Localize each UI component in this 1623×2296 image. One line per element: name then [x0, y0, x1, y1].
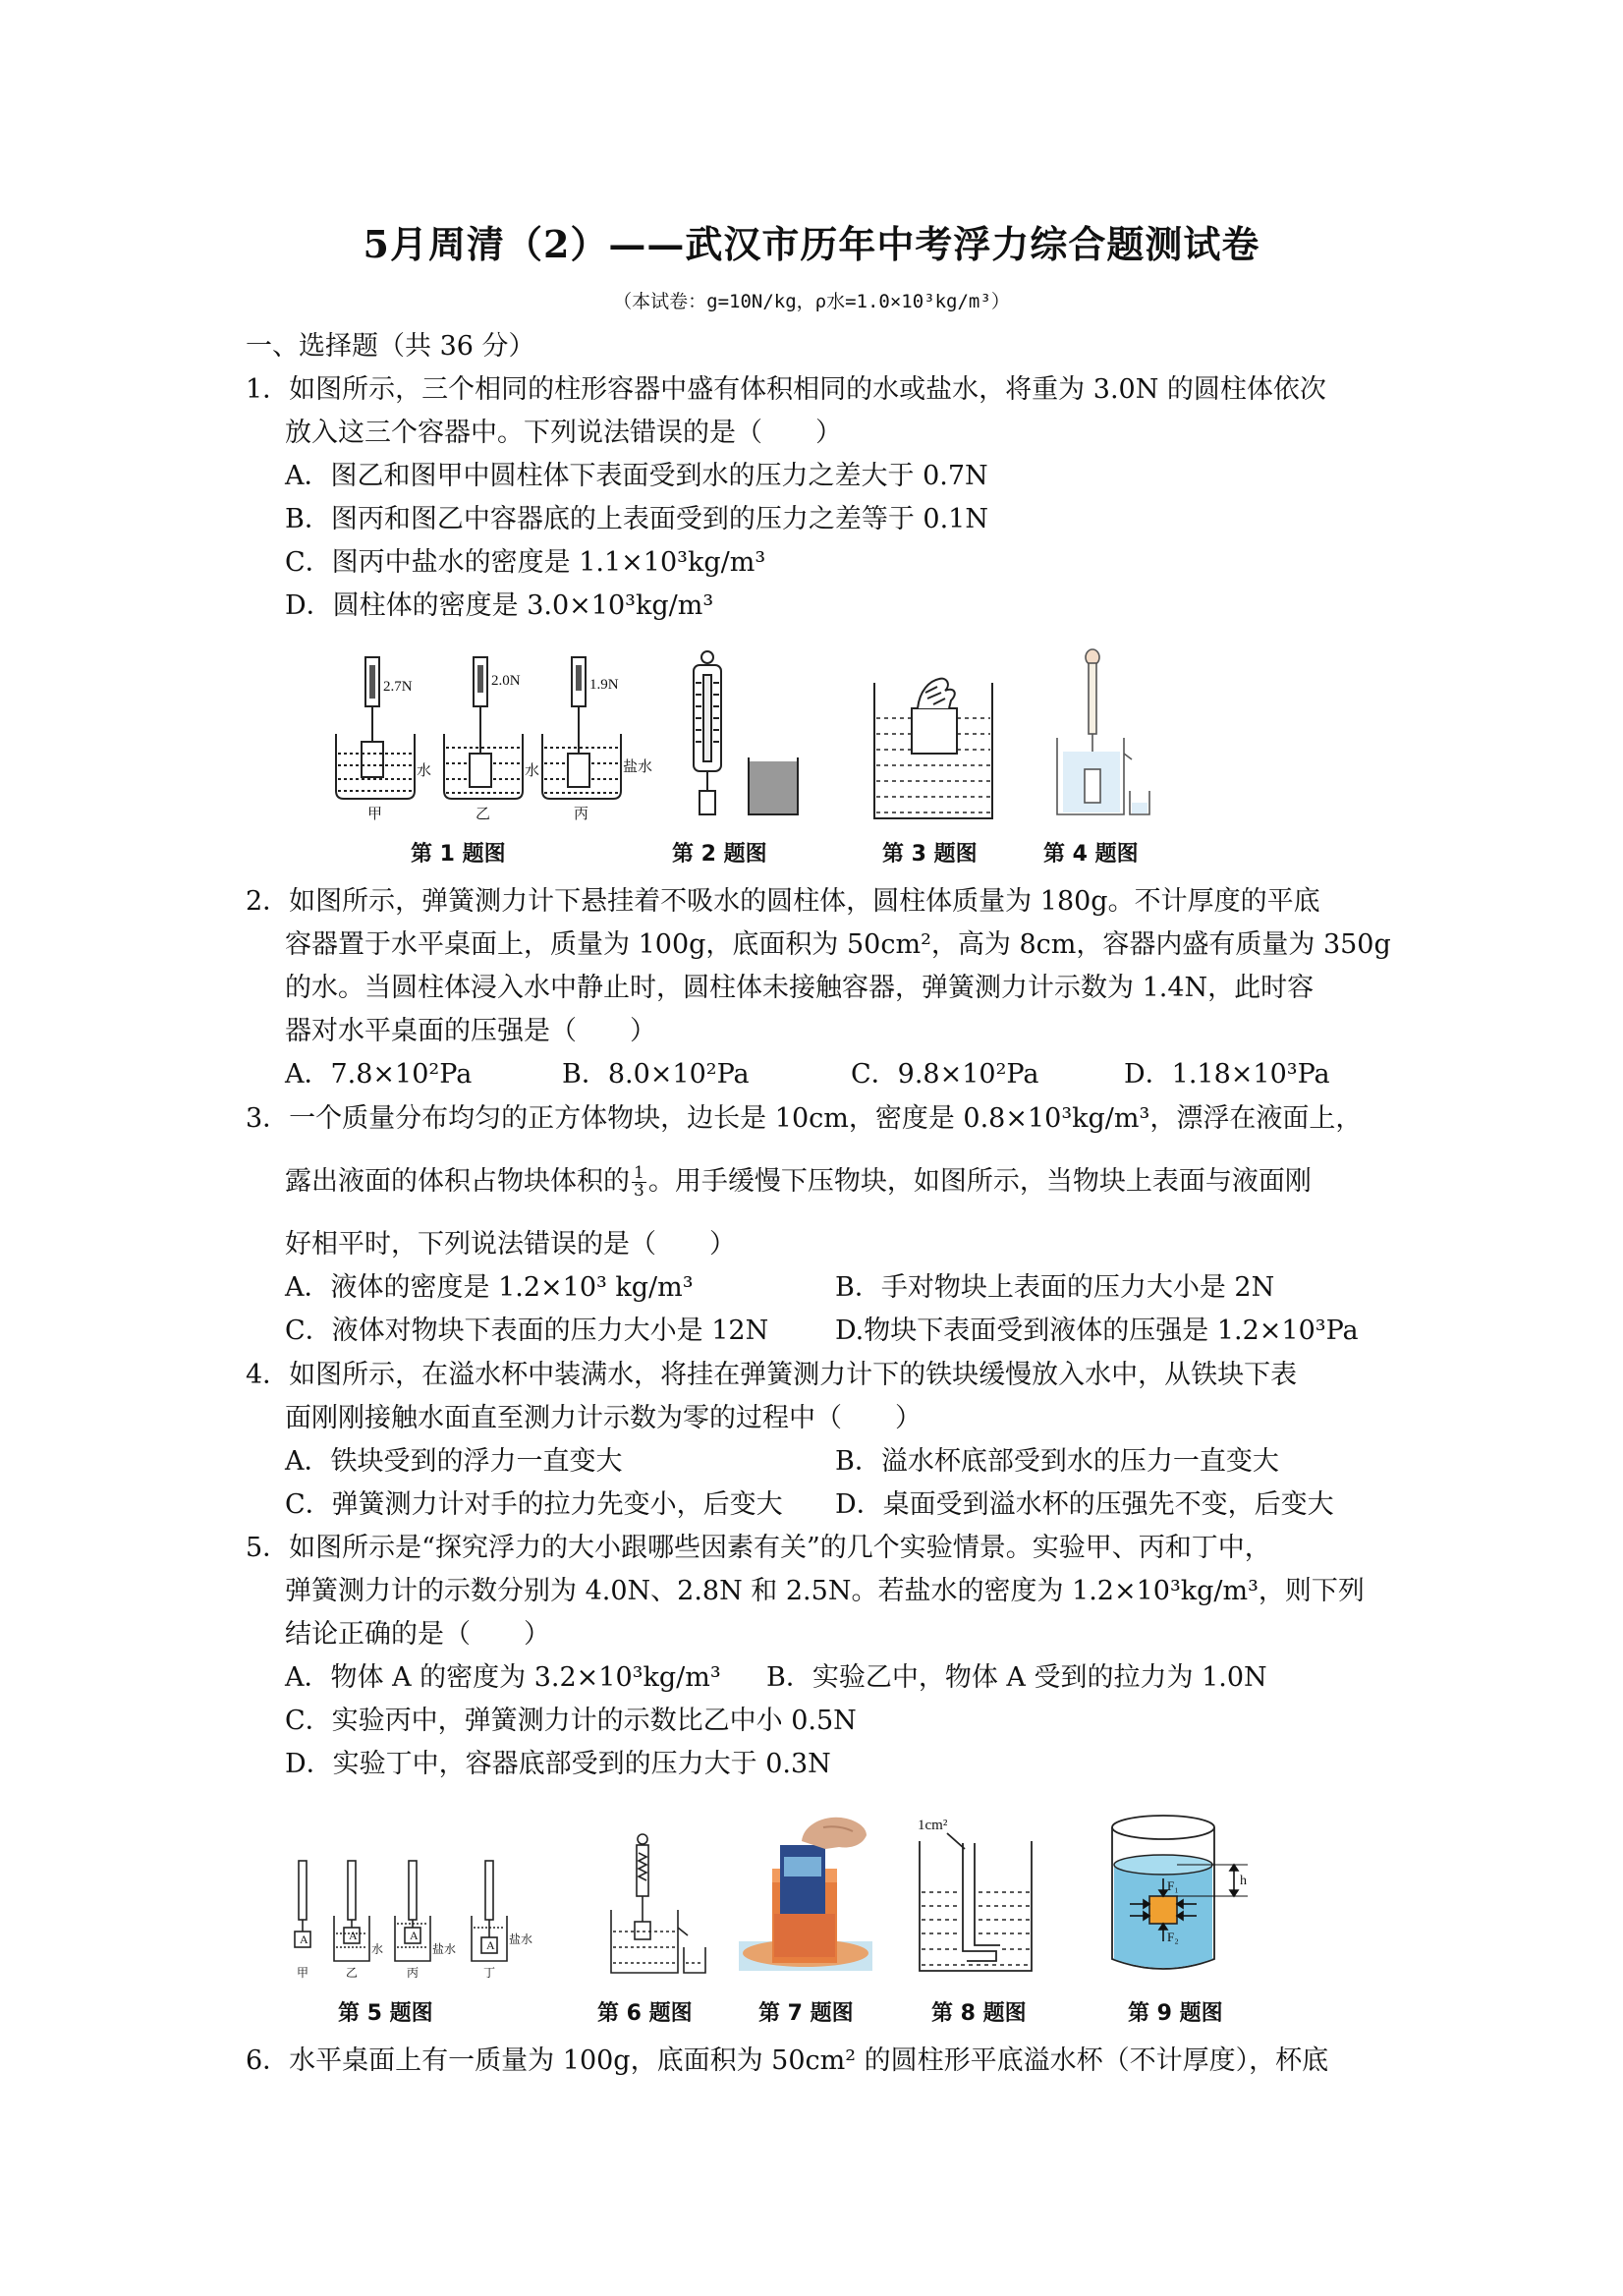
figure-6: [601, 1825, 719, 1983]
q3-fraction-numerator: 1: [634, 1163, 644, 1183]
figure-5: [285, 1825, 560, 1983]
q4-option-a: A．铁块受到的浮力一直变大: [285, 1446, 623, 1477]
q2-option-c: C．9.8×10²Pa: [851, 1059, 1039, 1090]
q3-option-c: C．液体对物块下表面的压力大小是 12N: [285, 1316, 769, 1346]
caption-fig4: 第 4 题图: [1043, 842, 1139, 867]
q3-fraction-denominator: 3: [634, 1181, 644, 1201]
q1-option-d: D．圆柱体的密度是 3.0×10³kg/m³: [285, 590, 714, 621]
q3-stem-line2: [285, 1165, 1312, 1200]
q4-stem-line1: 4．如图所示，在溢水杯中装满水，将挂在弹簧测力计下的铁块缓慢放入水中，从铁块下表: [246, 1360, 1298, 1390]
q5-option-a: A．物体 A 的密度为 3.2×10³kg/m³: [285, 1662, 721, 1693]
fig9-f1-label: F₁: [1167, 1878, 1179, 1893]
figure-9: [1100, 1806, 1258, 1983]
exam-constants: （本试卷：g=10N/kg，ρ水=1.0×10³kg/m³）: [613, 291, 1010, 312]
fig8-area-label: 1cm²: [918, 1818, 948, 1833]
q2-option-d: D．1.18×10³Pa: [1124, 1059, 1330, 1090]
q5-option-c: C．实验丙中，弹簧测力计的示数比乙中小 0.5N: [285, 1706, 857, 1736]
q4-option-d: D．桌面受到溢水杯的压强先不变，后变大: [835, 1489, 1334, 1520]
q3-stem-line2-part2: 。用手缓慢下压物块，如图所示，当物块上表面与液面刚: [647, 1166, 1312, 1197]
fig1-label-1: 甲: [367, 807, 383, 822]
fig5-liquid-2: 盐水: [432, 1942, 457, 1956]
q2-stem-line3: 的水。当圆柱体浸入水中静止时，圆柱体未接触容器，弹簧测力计示数为 1.4N，此时容: [285, 973, 1315, 1003]
fig1-liquid-1: 水: [417, 763, 432, 779]
q5-stem-line2: 弹簧测力计的示数分别为 4.0N、2.8N 和 2.5N。若盐水的密度为 1.2×10³kg/m³，则下列: [285, 1576, 1365, 1606]
fig1-label-2: 乙: [476, 807, 491, 822]
fig1-reading-3: 1.9N: [589, 677, 619, 693]
fig1-liquid-2: 水: [525, 763, 540, 779]
q3-option-b: B．手对物块上表面的压力大小是 2N: [835, 1272, 1275, 1303]
fig1-liquid-3: 盐水: [623, 759, 653, 775]
section-heading: 一、选择题（共 36 分）: [246, 331, 535, 362]
q2-option-b: B．8.0×10²Pa: [562, 1059, 750, 1090]
caption-fig9: 第 9 题图: [1128, 2001, 1223, 2026]
fig5-obj-4: A: [486, 1938, 495, 1952]
fig1-reading-2: 2.0N: [491, 673, 521, 689]
q1-option-b: B．图丙和图乙中容器底的上表面受到的压力之差等于 0.1N: [285, 504, 988, 534]
figure-7: [735, 1806, 882, 1983]
fig5-label-3: 丙: [407, 1966, 420, 1980]
q1-stem-line1: 1．如图所示，三个相同的柱形容器中盛有体积相同的水或盐水，将重为 3.0N 的圆柱体依次: [246, 374, 1326, 405]
q1-option-a: A．图乙和图甲中圆柱体下表面受到水的压力之差大于 0.7N: [285, 461, 988, 491]
q5-stem-line3: 结论正确的是（ ）: [285, 1619, 550, 1650]
figure-8: [902, 1808, 1049, 1983]
fig5-label-2: 乙: [346, 1966, 359, 1980]
fig5-liquid-3: 盐水: [509, 1932, 533, 1946]
caption-fig3: 第 3 题图: [882, 842, 978, 867]
q5-option-d: D．实验丁中，容器底部受到的压力大于 0.3N: [285, 1749, 831, 1779]
q3-stem-line1: 3．一个质量分布均匀的正方体物块，边长是 10cm，密度是 0.8×10³kg/m³，漂浮在液面上，: [246, 1103, 1363, 1134]
q3-option-d: D.物块下表面受到液体的压强是 1.2×10³Pa: [835, 1316, 1359, 1346]
figure-3: [865, 644, 1002, 825]
caption-fig6: 第 6 题图: [597, 2001, 693, 2026]
q3-fraction: [632, 1165, 646, 1200]
caption-fig7: 第 7 题图: [758, 2001, 854, 2026]
q4-option-c: C．弹簧测力计对手的拉力先变小，后变大: [285, 1489, 783, 1520]
q3-stem-line3: 好相平时，下列说法错误的是（ ）: [285, 1229, 736, 1260]
fig1-reading-1: 2.7N: [383, 679, 413, 695]
figure-4: [1041, 644, 1159, 825]
figure-2: [678, 644, 806, 825]
q1-stem-line2: 放入这三个容器中。下列说法错误的是（ ）: [285, 418, 842, 448]
fig9-h-label: h: [1240, 1874, 1247, 1888]
q4-stem-line2: 面刚刚接触水面直至测力计示数为零的过程中（ ）: [285, 1403, 922, 1433]
q2-stem-line1: 2．如图所示，弹簧测力计下悬挂着不吸水的圆柱体，圆柱体质量为 180g。不计厚度的平底: [246, 886, 1320, 917]
figure-1: [324, 644, 653, 825]
q2-stem-line4: 器对水平桌面的压强是（ ）: [285, 1016, 656, 1046]
caption-fig2: 第 2 题图: [672, 842, 767, 867]
fig5-liquid-1: 水: [371, 1942, 384, 1956]
q2-option-a: A．7.8×10²Pa: [285, 1059, 473, 1090]
caption-fig5: 第 5 题图: [338, 2001, 433, 2026]
fig1-label-3: 丙: [574, 807, 589, 822]
fig5-obj-2: A: [349, 1929, 358, 1942]
page-title: 5月周清（2）——武汉市历年中考浮力综合题测试卷: [363, 222, 1260, 266]
caption-fig1: 第 1 题图: [411, 842, 506, 867]
fig9-f2-label: F₂: [1167, 1930, 1179, 1944]
q3-stem-line2-part1: 露出液面的体积占物块体积的: [285, 1166, 630, 1197]
q5-option-b: B．实验乙中，物体 A 受到的拉力为 1.0N: [766, 1662, 1267, 1693]
q6-stem-line1: 6．水平桌面上有一质量为 100g，底面积为 50cm² 的圆柱形平底溢水杯（不计厚度），杯底: [246, 2045, 1329, 2076]
caption-fig8: 第 8 题图: [931, 2001, 1027, 2026]
fig5-obj-1: A: [300, 1932, 308, 1946]
q1-option-c: C．图丙中盐水的密度是 1.1×10³kg/m³: [285, 547, 766, 578]
fig5-label-1: 甲: [297, 1966, 309, 1980]
q4-option-b: B．溢水杯底部受到水的压力一直变大: [835, 1446, 1279, 1477]
q3-option-a: A．液体的密度是 1.2×10³ kg/m³: [285, 1272, 694, 1303]
fig5-obj-3: A: [410, 1929, 419, 1942]
fig5-label-4: 丁: [483, 1966, 496, 1980]
q2-stem-line2: 容器置于水平桌面上，质量为 100g，底面积为 50cm²，高为 8cm，容器内盛有质量为 350g: [285, 929, 1391, 960]
q5-stem-line1: 5．如图所示是“探究浮力的大小跟哪些因素有关”的几个实验情景。实验甲、丙和丁中，: [246, 1533, 1271, 1563]
